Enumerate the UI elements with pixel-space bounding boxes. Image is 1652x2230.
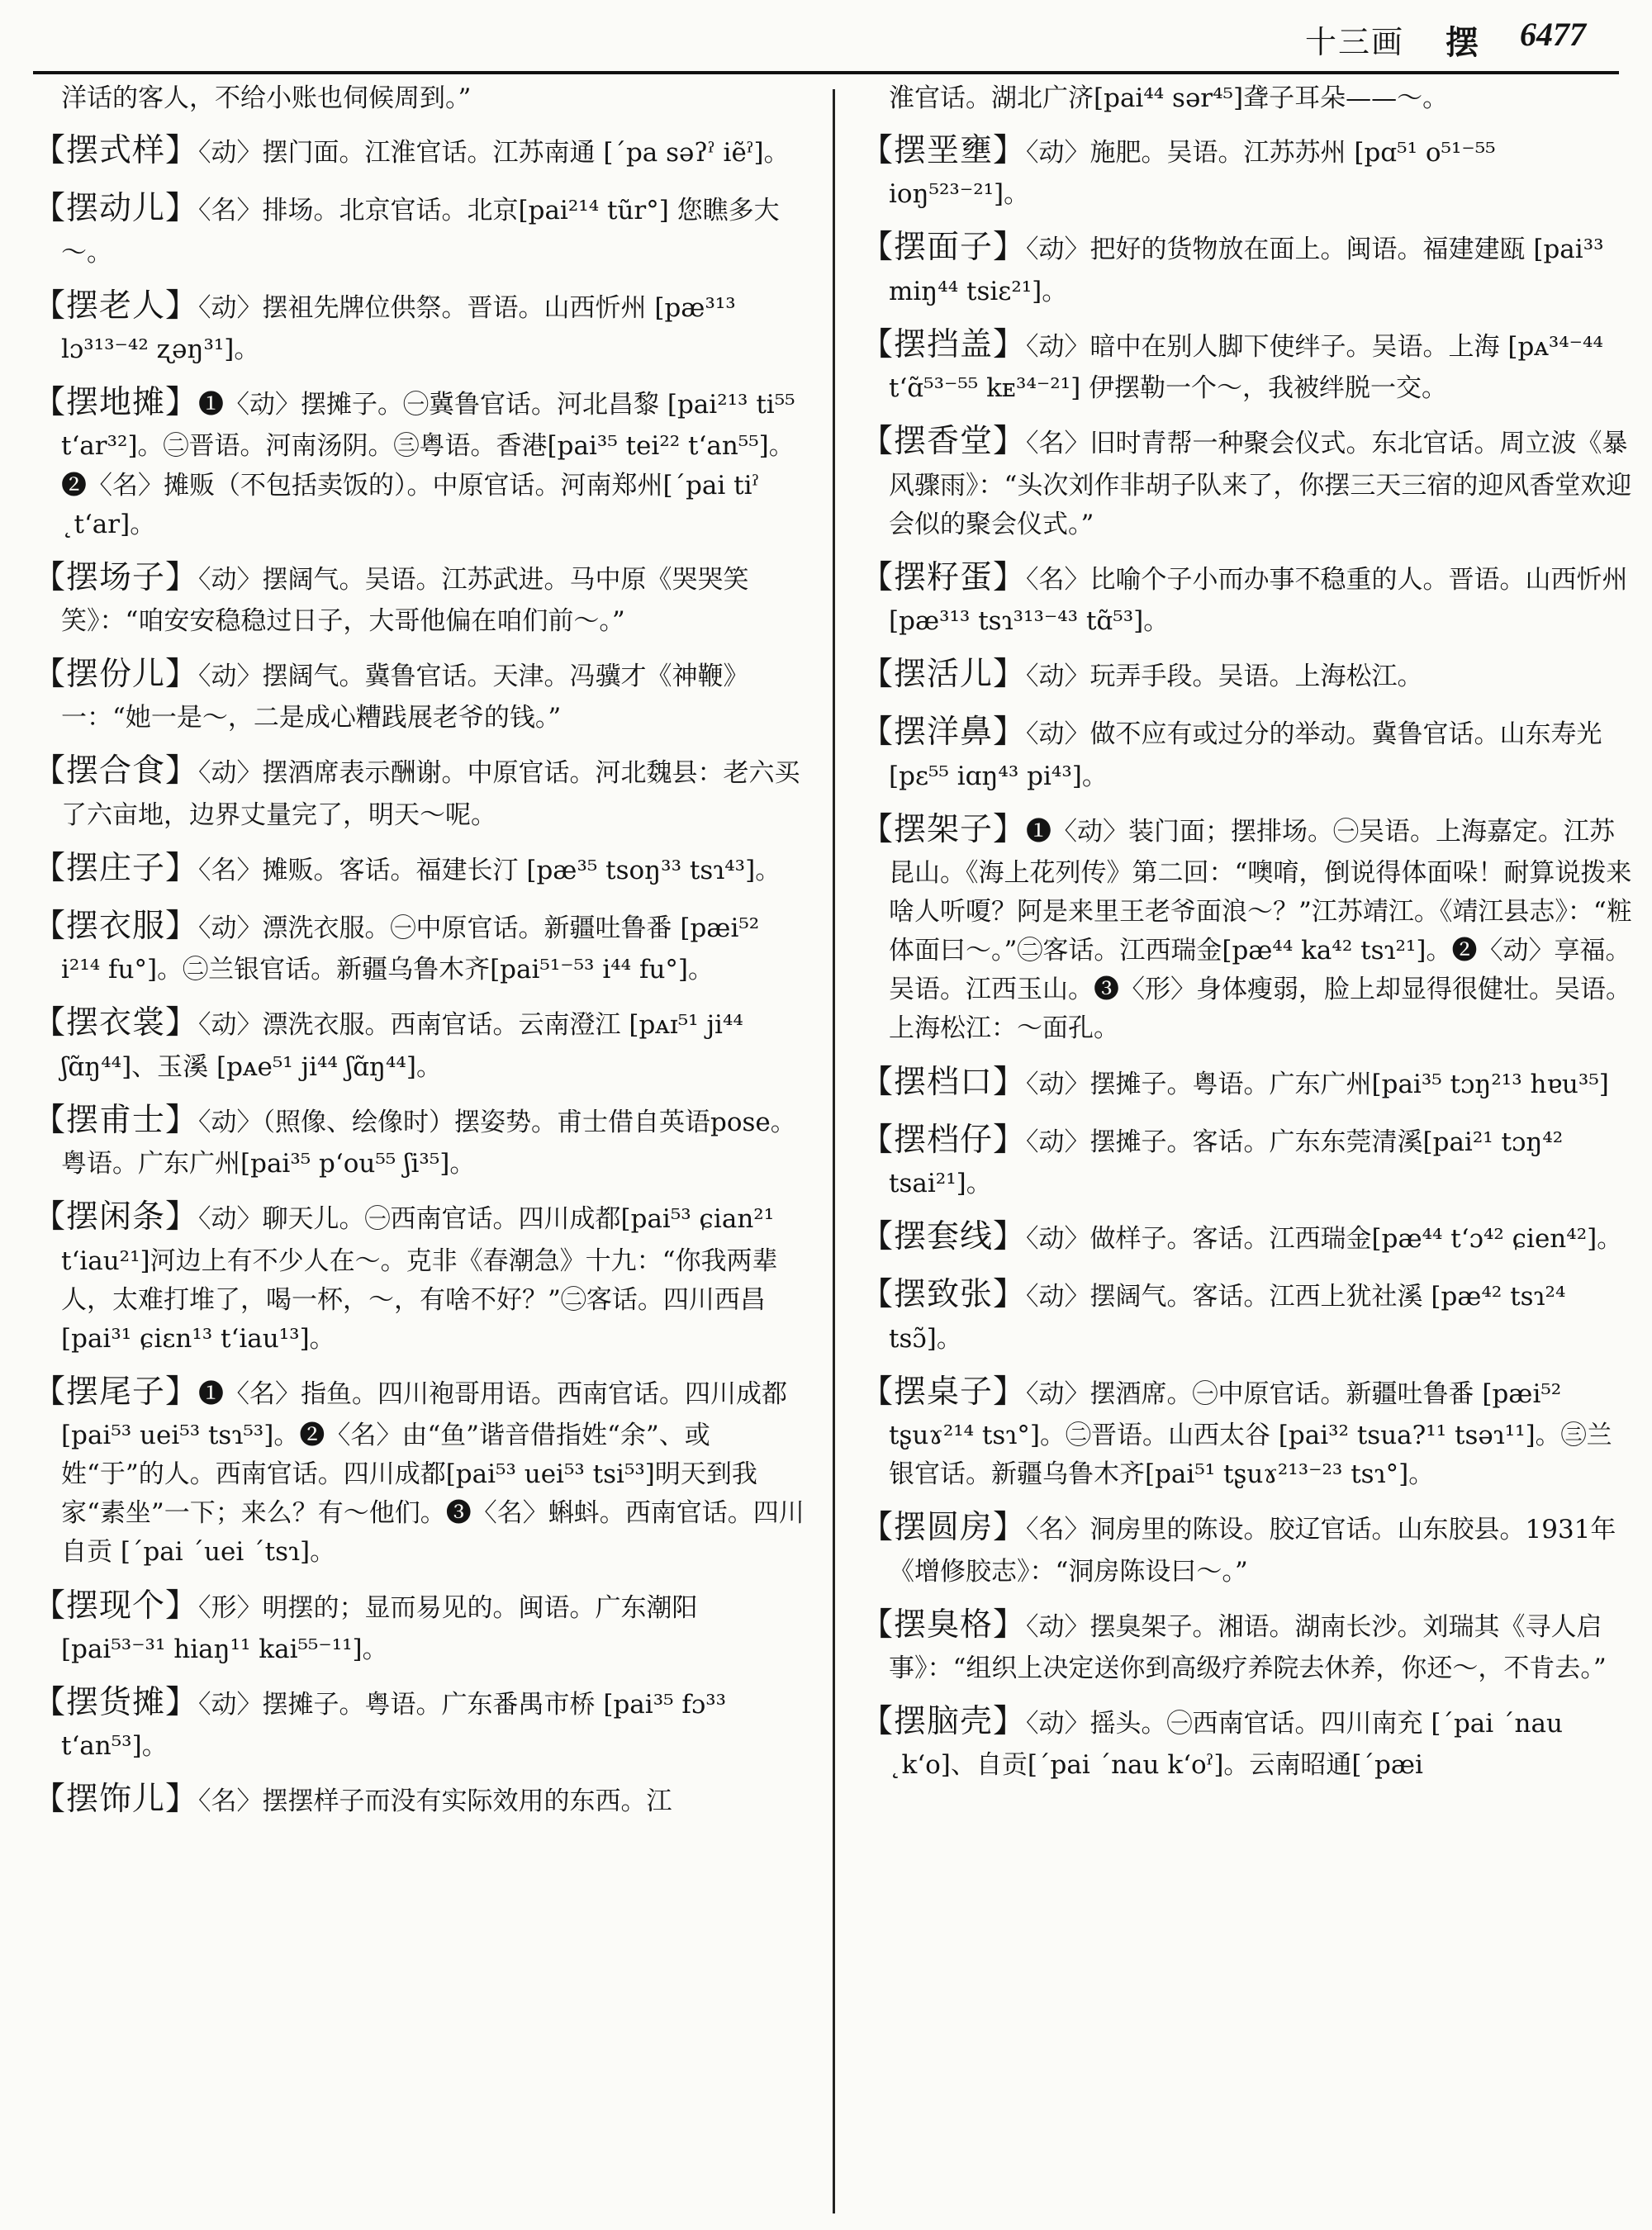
entry-headword: 【摆洋鼻】 <box>861 714 1027 752</box>
entry-definition: 〈动〉漂洗衣服。㊀中原官话。新疆吐鲁番 [pæi⁵² i²¹⁴ fu°]。㊁兰银官话。新疆乌鲁木齐[pai⁵¹⁻⁵³ i⁴⁴ fu°]。 <box>61 913 760 985</box>
dictionary-entry <box>33 184 805 272</box>
entry-headword: 【摆挡盖】 <box>861 325 1027 363</box>
entry-definition: 〈名〉排场。北京官话。北京[pai²¹⁴ tũr°] 您瞧多大～。 <box>61 196 780 268</box>
entry-definition: 〈动〉摆酒席表示酬谢。中原官话。河北魏县：老六买了六亩地，边界丈量完了，明天～呢。 <box>61 758 800 830</box>
dictionary-entry <box>33 1193 805 1359</box>
entry-headword: 【摆现个】 <box>33 1587 199 1625</box>
entry-headword: 【摆衣服】 <box>33 908 199 946</box>
entry-definition: 〈名〉旧时青帮一种聚会仪式。东北官话。周立波《暴风骤雨》：“头次刘作非胡子队来了，你摆三天三宿的迎风香堂欢迎会似的聚会仪式。” <box>889 429 1632 539</box>
column-divider <box>833 89 835 2213</box>
dictionary-entry <box>861 1058 1633 1107</box>
entry-headword: 【摆庄子】 <box>33 849 199 887</box>
dictionary-entry <box>33 1678 805 1766</box>
entry-headword: 【摆动儿】 <box>33 190 199 228</box>
continued-text: 洋话的客人，不给小账也伺候周到。” <box>61 83 472 113</box>
entry-headword: 【摆尾子】 <box>33 1373 199 1411</box>
entry-headword: 【摆闲条】 <box>33 1198 199 1236</box>
dictionary-entry <box>861 708 1633 795</box>
entry-headword: 【摆臭格】 <box>861 1606 1027 1644</box>
page-number: 6477 <box>1520 16 1586 53</box>
entry-headword: 【摆档口】 <box>861 1063 1027 1101</box>
entry-definition: ❶〈名〉指鱼。四川袍哥用语。西南官话。四川成都[pai⁵³ uei⁵³ tsɿ⁵³]。❷〈名〉由“鱼”谐音借指姓“余”、或姓“于”的人。西南官话。四川成都[pai⁵³ uei⁵³ tsi⁵³]明天到我家“素坐”一下；来么？有～他们。❸〈名〉蝌蚪。西南官话。四川自贡 [ˊpai ˊuei ˊtsɿ]。 <box>61 1378 805 1568</box>
dictionary-entry <box>861 1116 1633 1203</box>
entry-headword: 【摆活儿】 <box>861 656 1027 694</box>
entry-definition: 〈动〉摆阔气。吴语。江苏武进。马中原《哭哭笑笑》：“咱安安稳稳过日子，大哥他偏在咱们前～。” <box>61 564 749 636</box>
right-column <box>861 79 1633 2218</box>
dictionary-entry <box>861 805 1633 1049</box>
head-character: 摆 <box>1446 23 1479 62</box>
dictionary-entry <box>861 1368 1633 1494</box>
entry-headword: 【摆式样】 <box>33 132 199 170</box>
left-column <box>33 79 805 2218</box>
dictionary-entry <box>33 902 805 989</box>
entry-headword: 【摆架子】 <box>861 810 1027 848</box>
dictionary-entry <box>861 126 1633 214</box>
entry-headword: 【摆档仔】 <box>861 1121 1027 1159</box>
entry-definition: 〈动〉摆摊子。粤语。广东广州[pai³⁵ tɔŋ²¹³ hɐu³⁵] <box>1026 1069 1609 1099</box>
dictionary-entry <box>33 378 805 544</box>
entry-definition: 〈动〉把好的货物放在面上。闽语。福建建瓯 [pai³³ miŋ⁴⁴ tsiɛ²¹]。 <box>889 235 1604 306</box>
entry-headword: 【摆套线】 <box>861 1218 1027 1256</box>
dictionary-entry <box>33 126 805 175</box>
entry-definition: 〈动〉做样子。客话。江西瑞金[pæ⁴⁴ tʻɔ⁴² ɕien⁴²]。 <box>1026 1224 1623 1255</box>
entry-definition: 〈动〉聊天儿。㊀西南官话。四川成都[pai⁵³ ɕian²¹ tʻiau²¹]河边上有不少人在～。克非《春潮急》十九：“你我两辈人，太难打堆了，喝一杯，～，有啥不好？”㊁客话。四川西昌[pai³¹ ɕiɛn¹³ tʻiau¹³]。 <box>61 1204 778 1354</box>
entry-definition: 〈形〉明摆的；显而易见的。闽语。广东潮阳 [pai⁵³⁻³¹ hiaŋ¹¹ kai⁵⁵⁻¹¹]。 <box>61 1592 698 1664</box>
entry-definition: 〈动〉施肥。吴语。江苏苏州 [pɑ⁵¹ o⁵¹⁻⁵⁵ ioŋ⁵²³⁻²¹]。 <box>889 138 1496 210</box>
entry-definition: 〈名〉比喻个子小而办事不稳重的人。晋语。山西忻州[pæ³¹³ tsɿ³¹³⁻⁴³ tɑ̃⁵³]。 <box>889 564 1628 636</box>
entry-definition: ❶〈动〉装门面；摆排场。㊀吴语。上海嘉定。江苏昆山。《海上花列传》第二回：“噢唷，倒说得体面哚！耐算说拨来啥人听嗄？阿是来里王老爷面浪～？”江苏靖江。《靖江县志》：“粧体面曰～。”㊁客话。江西瑞金[pæ⁴⁴ ka⁴² tsɿ²¹]。❷〈动〉享福。吴语。江西玉山。❸〈形〉身体瘦弱，脸上却显得很健壮。吴语。上海松江：～面孔。 <box>889 816 1632 1044</box>
dictionary-entry <box>33 999 805 1086</box>
dictionary-entry <box>861 650 1633 699</box>
entry-headword: 【摆老人】 <box>33 287 199 325</box>
dictionary-entry <box>33 747 805 834</box>
entry-headword: 【摆圆房】 <box>861 1509 1027 1547</box>
dictionary-entry <box>861 1503 1633 1591</box>
entry-headword: 【摆份儿】 <box>33 656 199 694</box>
entry-headword: 【摆致张】 <box>861 1276 1027 1314</box>
entry-definition: 〈名〉摆摆样子而没有实际效用的东西。江 <box>198 1786 672 1817</box>
dictionary-entry <box>861 1212 1633 1261</box>
dictionary-entry <box>861 1270 1633 1358</box>
entry-definition: 〈动〉暗中在别人脚下使绊子。吴语。上海 [pᴀ³⁴⁻⁴⁴ tʻɑ̃⁵³⁻⁵⁵ kᴇ³⁴⁻²¹] 伊摆勒一个～，我被绊脱一交。 <box>889 331 1603 404</box>
entry-definition: 〈动〉摆祖先牌位供祭。晋语。山西忻州 [pæ³¹³ lɔ³¹³⁻⁴² ʐəŋ³¹]。 <box>61 292 736 365</box>
entry-headword: 【摆面子】 <box>861 229 1027 267</box>
entry-definition: 〈动〉摆门面。江淮官话。江苏南通 [ˊpa səʔˀ iẽˀ]。 <box>198 138 790 168</box>
entry-list <box>861 126 1633 1785</box>
entry-definition: 〈动〉摆酒席。㊀中原官话。新疆吐鲁番 [pæi⁵² tʂuɤ²¹⁴ tsɿ°]。㊁晋语。山西太谷 [pai³² tsua?¹¹ tsəɿ¹¹]。㊂兰银官话。新疆乌鲁木齐[pai⁵¹ tʂuɤ²¹³⁻²³ tsɿ°]。 <box>889 1378 1612 1490</box>
entry-list <box>33 126 805 1824</box>
dictionary-entry <box>33 1775 805 1824</box>
header-rule <box>33 71 1619 74</box>
entry-headword: 【摆合食】 <box>33 752 199 790</box>
dictionary-entry <box>33 650 805 738</box>
dictionary-entry <box>33 1582 805 1669</box>
entry-headword: 【摆甫士】 <box>33 1101 199 1139</box>
entry-headword: 【摆饰儿】 <box>33 1781 199 1819</box>
entry-definition: 〈动〉摇头。㊀西南官话。四川南充 [ˊpai ˊnau ˛kʻo]、自贡[ˊpai ˊnau kʻoˀ]。云南昭通[ˊpæi <box>889 1709 1563 1781</box>
dictionary-entry <box>861 1601 1633 1688</box>
running-header <box>0 0 1652 76</box>
dictionary-entry <box>33 553 805 641</box>
dictionary-entry <box>861 223 1633 311</box>
entry-headword: 【摆货摊】 <box>33 1683 199 1721</box>
dictionary-entry <box>33 844 805 893</box>
entry-definition: 〈动〉玩弄手段。吴语。上海松江。 <box>1026 662 1423 692</box>
dictionary-entry <box>861 553 1633 641</box>
dictionary-entry <box>861 417 1633 543</box>
entry-headword: 【摆衣裳】 <box>33 1004 199 1042</box>
entry-headword: 【摆垩壅】 <box>861 132 1027 170</box>
entry-headword: 【摆桌子】 <box>861 1373 1027 1411</box>
continued-text: 淮官话。湖北广济[pai⁴⁴ sər⁴⁵]聋子耳朵——～。 <box>889 83 1449 113</box>
entry-definition: 〈动〉（照像、绘像时）摆姿势。甫士借自英语pose。粤语。广东广州[pai³⁵ pʻou⁵⁵ ʃi³⁵]。 <box>61 1107 796 1179</box>
entry-headword: 【摆香堂】 <box>861 423 1027 461</box>
dictionary-entry <box>33 1368 805 1573</box>
dictionary-entry <box>861 1697 1633 1785</box>
entry-headword: 【摆脑壳】 <box>861 1703 1027 1741</box>
dictionary-entry <box>861 320 1633 408</box>
entry-definition: 〈动〉漂洗衣服。西南官话。云南澄江 [pᴀɪ⁵¹ ji⁴⁴ ʃɑ̃ŋ⁴⁴]、玉溪 [pᴀe⁵¹ ji⁴⁴ ʃɑ̃ŋ⁴⁴]。 <box>61 1010 743 1082</box>
entry-headword: 【摆地摊】 <box>33 384 199 422</box>
entry-definition: 〈动〉摆阔气。冀鲁官话。天津。冯骥才《神鞭》一：“她一是～，二是成心糟践展老爷的钱。” <box>61 662 749 733</box>
entry-definition: 〈名〉摊贩。客话。福建长汀 [pæ³⁵ tsoŋ³³ tsɿ⁴³]。 <box>198 855 781 885</box>
entry-definition: 〈名〉洞房里的陈设。胶辽官话。山东胶县。1931年《增修胶志》：“洞房陈设曰～。” <box>889 1515 1616 1587</box>
entry-definition: ❶〈动〉摆摊子。㊀冀鲁官话。河北昌黎 [pai²¹³ ti⁵⁵ tʻar³²]。㊁晋语。河南汤阴。㊂粤语。香港[pai³⁵ tei²² tʻan⁵⁵]。❷〈名〉摊贩（不包括卖饭的）。中原官话。河南郑州[ˊpai tiˀ ˛tʻar]。 <box>61 390 795 539</box>
dictionary-entry <box>33 1096 805 1184</box>
entry-definition: 〈动〉摆阔气。客话。江西上犹社溪 [pæ⁴² tsɿ²⁴ tsɔ̃]。 <box>889 1282 1566 1354</box>
stroke-section-title: 十三画 <box>1304 24 1404 60</box>
dictionary-entry <box>33 282 805 369</box>
entry-definition: 〈动〉摆摊子。粤语。广东番禺市桥 [pai³⁵ fɔ³³ tʻan⁵³]。 <box>61 1689 727 1762</box>
entry-headword: 【摆场子】 <box>33 558 199 596</box>
entry-definition: 〈动〉摆臭架子。湘语。湖南长沙。刘瑞其《寻人启事》：“组织上决定送你到高级疗养院去休养，你还～，不肯去。” <box>889 1611 1607 1683</box>
entry-definition: 〈动〉摆摊子。客话。广东东莞清溪[pai²¹ tɔŋ⁴² tsai²¹]。 <box>889 1127 1564 1199</box>
entry-headword: 【摆籽蛋】 <box>861 558 1027 596</box>
entry-definition: 〈动〉做不应有或过分的举动。冀鲁官话。山东寿光[pɛ⁵⁵ iɑŋ⁴³ pi⁴³]。 <box>889 719 1602 791</box>
